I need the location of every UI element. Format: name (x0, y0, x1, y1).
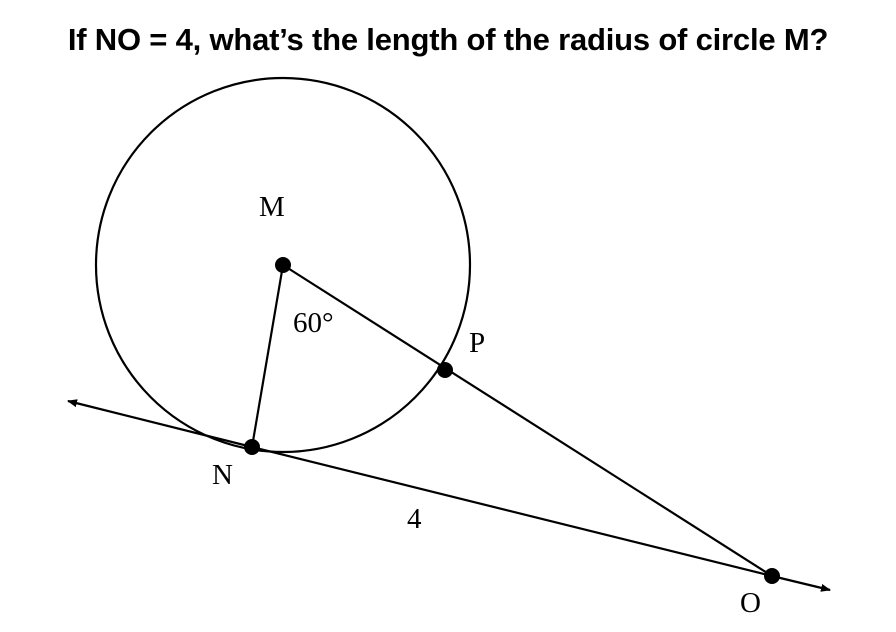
point-p (437, 362, 453, 378)
tangent-segment-no (252, 447, 772, 576)
label-p: P (469, 327, 486, 359)
label-n: N (212, 459, 233, 491)
radius-mn (252, 265, 283, 447)
segment-mo (283, 265, 772, 576)
segment-label-no: 4 (407, 503, 422, 535)
point-n (244, 439, 260, 455)
point-o (764, 568, 780, 584)
tangent-line-right-ray (772, 576, 830, 590)
label-m: M (259, 191, 285, 223)
label-o: O (740, 587, 761, 619)
tangent-line-left-ray (68, 401, 252, 447)
angle-label-60: 60° (293, 307, 334, 339)
point-m (275, 257, 291, 273)
question-title: If NO = 4, what’s the length of the radius of circle M? (67, 22, 829, 57)
